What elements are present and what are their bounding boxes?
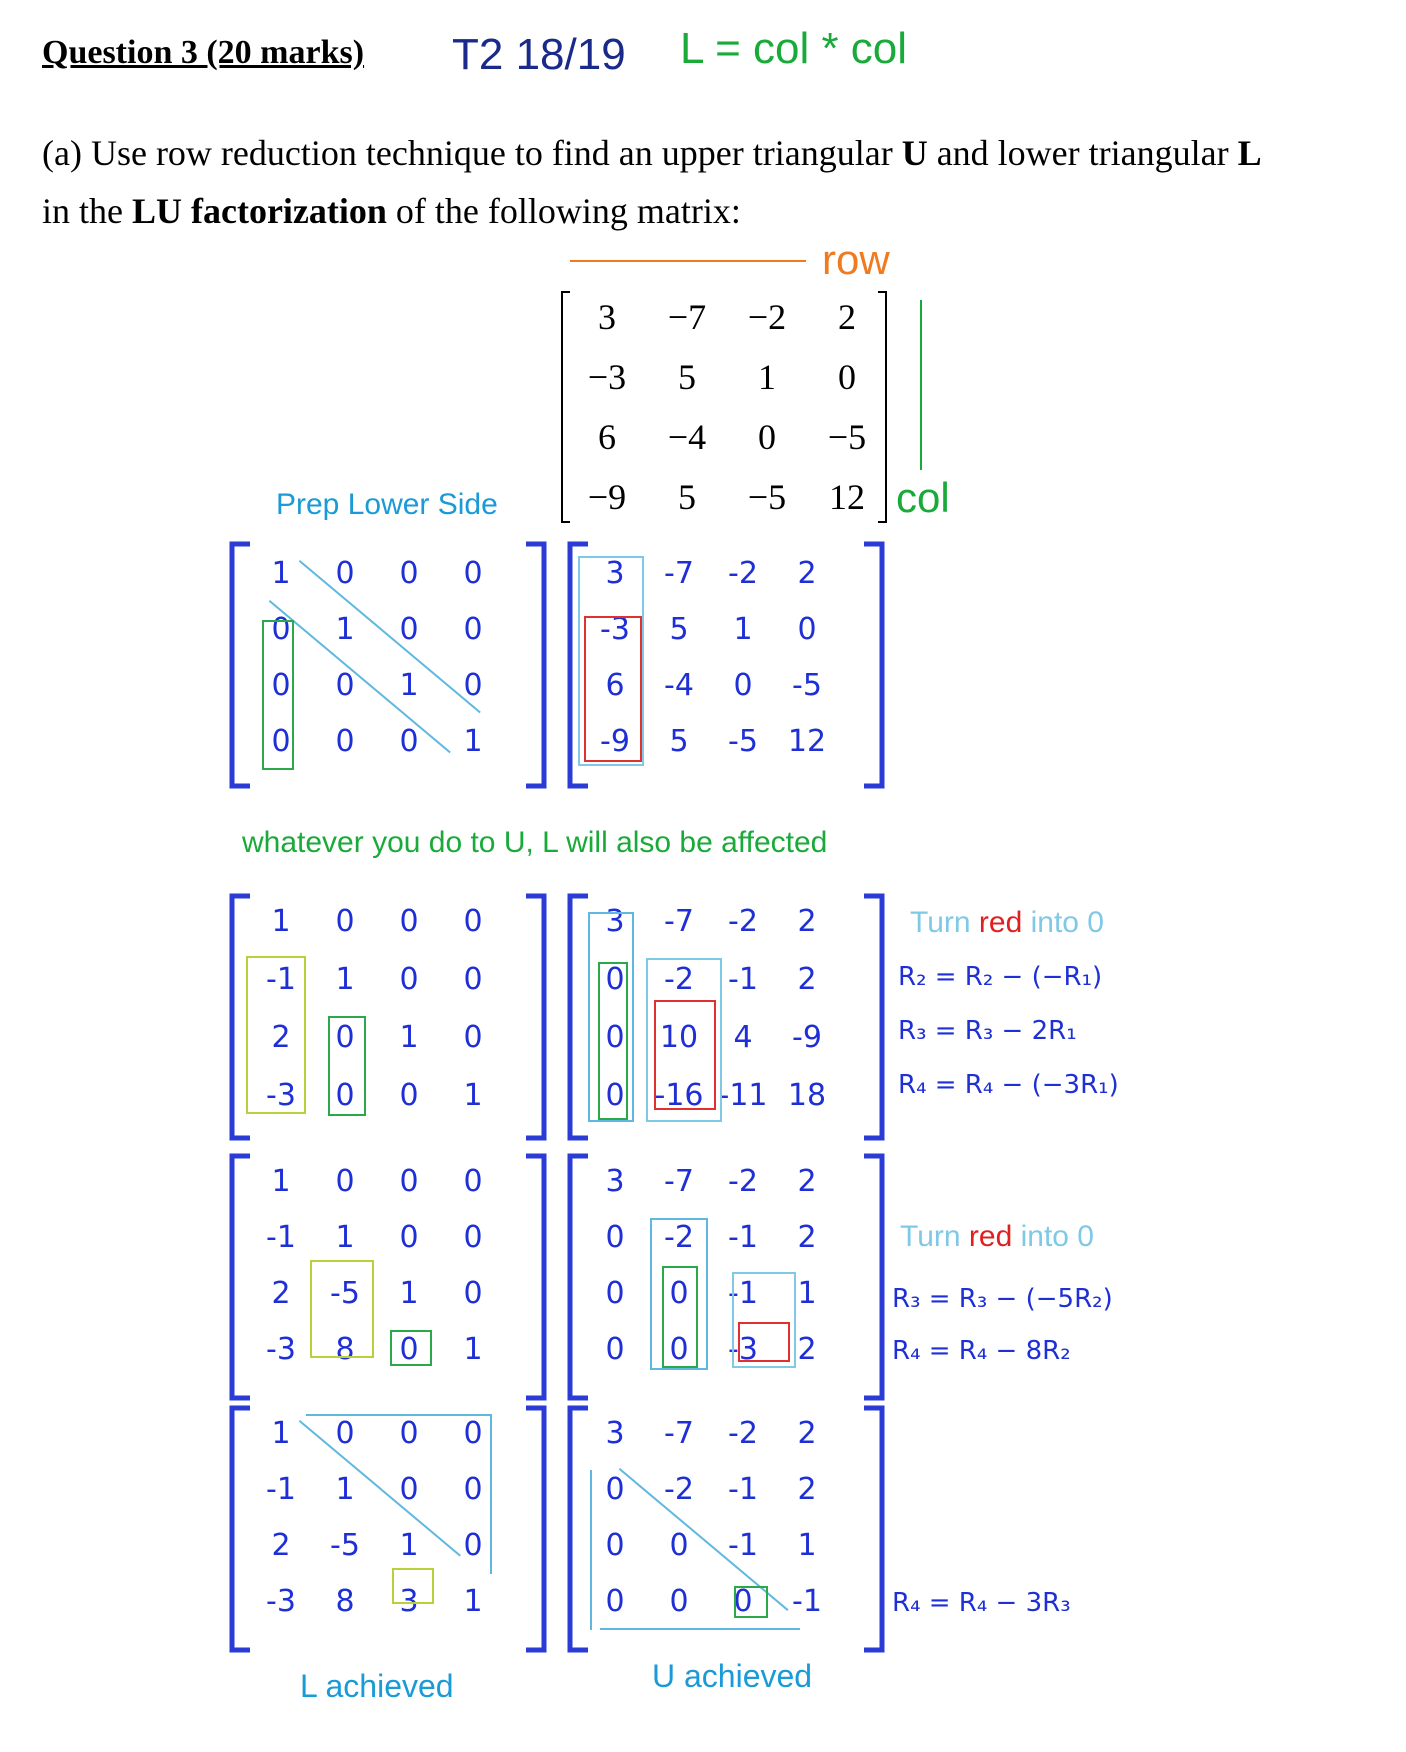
matrix-cell: 5 bbox=[669, 724, 689, 759]
step3-op-1: R₄ = R₄ − 3R₃ bbox=[892, 1588, 1071, 1618]
prompt-text: (a) Use row reduction technique to find an upper triangular bbox=[42, 133, 902, 173]
matrix-cell: 18 bbox=[787, 1078, 827, 1113]
matrix-cell: 12 bbox=[787, 724, 827, 759]
matrix-cell: 0 bbox=[797, 612, 817, 647]
turn-red-note-1 bbox=[910, 906, 1104, 940]
matrix-cell: -3 bbox=[266, 1584, 296, 1619]
matrix-cell: 0 bbox=[669, 1584, 689, 1619]
matrix-cell: 0 bbox=[399, 1164, 419, 1199]
l3-top-line bbox=[306, 1414, 492, 1416]
matrix-cell: 0 bbox=[271, 612, 291, 647]
u3-left-line bbox=[590, 1470, 592, 1630]
matrix-cell: -11 bbox=[718, 1078, 768, 1113]
matrix-cell: -2 bbox=[664, 1472, 694, 1507]
matrix-cell: 0 bbox=[463, 668, 483, 703]
matrix-cell: -7 bbox=[664, 904, 694, 939]
matrix-cell: -3 bbox=[600, 612, 630, 647]
matrix-cell: -3 bbox=[728, 1332, 758, 1367]
matrix-cell: 0 bbox=[271, 724, 291, 759]
matrix-cell: 1 bbox=[463, 1078, 483, 1113]
prompt-text: and lower triangular bbox=[927, 133, 1238, 173]
matrix-cell: −3 bbox=[587, 357, 627, 397]
term-label: T2 18/19 bbox=[452, 30, 626, 79]
matrix-cell: 1 bbox=[399, 668, 419, 703]
matrix-cell: -5 bbox=[330, 1528, 360, 1563]
matrix-cell: 1 bbox=[335, 1472, 355, 1507]
matrix-cell: 1 bbox=[271, 1164, 291, 1199]
matrix-cell: 0 bbox=[463, 1472, 483, 1507]
prompt-l: L bbox=[1237, 133, 1262, 173]
matrix-cell: 0 bbox=[399, 1220, 419, 1255]
matrix-cell: 0 bbox=[399, 1332, 419, 1367]
matrix-cell: 0 bbox=[463, 1416, 483, 1451]
matrix-cell: 0 bbox=[335, 1020, 355, 1055]
matrix-cell: 1 bbox=[797, 1276, 817, 1311]
u2-zero-box bbox=[662, 1266, 698, 1368]
matrix-cell: -1 bbox=[728, 1528, 758, 1563]
row-label: row bbox=[822, 236, 890, 283]
matrix-cell: 5 bbox=[678, 357, 696, 397]
prompt-text: of the following matrix: bbox=[386, 191, 741, 231]
matrix-cell: −5 bbox=[827, 417, 867, 457]
matrix-cell: 2 bbox=[271, 1528, 291, 1563]
matrix-cell: 1 bbox=[399, 1528, 419, 1563]
step1-op-2: R₃ = R₃ − 2R₁ bbox=[898, 1016, 1077, 1046]
matrix-cell: -2 bbox=[728, 556, 758, 591]
matrix-cell: -1 bbox=[728, 962, 758, 997]
matrix-cell: -3 bbox=[266, 1078, 296, 1113]
matrix-cell: 8 bbox=[335, 1332, 355, 1367]
matrix-cell: 0 bbox=[335, 1416, 355, 1451]
matrix-cell: 3 bbox=[605, 1164, 625, 1199]
whatever-note: whatever you do to U, L will also be affected bbox=[242, 826, 828, 859]
matrix-cell: -2 bbox=[664, 1220, 694, 1255]
matrix-cell: 0 bbox=[669, 1528, 689, 1563]
matrix-cell: −7 bbox=[667, 297, 707, 337]
matrix-cell: 0 bbox=[463, 556, 483, 591]
matrix-cell: 3 bbox=[598, 297, 616, 337]
matrix-cell: 0 bbox=[605, 1528, 625, 1563]
step2-op-1: R₃ = R₃ − (−5R₂) bbox=[892, 1284, 1113, 1314]
matrix-cell: 12 bbox=[829, 477, 865, 517]
matrix-cell: -1 bbox=[792, 1584, 822, 1619]
matrix-cell: -1 bbox=[266, 962, 296, 997]
matrix-cell: 0 bbox=[399, 612, 419, 647]
matrix-cell: -7 bbox=[664, 1164, 694, 1199]
matrix-cell: 3 bbox=[605, 904, 625, 939]
matrix-cell: 10 bbox=[659, 1020, 699, 1055]
l1-zero-box bbox=[328, 1016, 366, 1116]
matrix-cell: -5 bbox=[792, 668, 822, 703]
u2-red-box bbox=[738, 1322, 790, 1362]
matrix-cell: 0 bbox=[733, 1584, 753, 1619]
prompt-text: in the bbox=[42, 191, 132, 231]
matrix-cell: 8 bbox=[335, 1584, 355, 1619]
matrix-cell: 1 bbox=[797, 1528, 817, 1563]
matrix-cell: 0 bbox=[335, 724, 355, 759]
l3-right-line bbox=[490, 1414, 492, 1574]
matrix-cell: 3 bbox=[605, 556, 625, 591]
question-title: Question 3 (20 marks) bbox=[42, 34, 365, 71]
matrix-cell: 0 bbox=[335, 668, 355, 703]
matrix-cell: 0 bbox=[605, 1276, 625, 1311]
matrix-cell: -5 bbox=[330, 1276, 360, 1311]
prompt-lu-factorization: LU factorization bbox=[131, 191, 387, 231]
matrix-cell: 0 bbox=[335, 1078, 355, 1113]
turn-red-note-2 bbox=[900, 1220, 1094, 1254]
matrix-cell: -16 bbox=[654, 1078, 704, 1113]
matrix-cell: 1 bbox=[335, 612, 355, 647]
turn-red-word: red bbox=[978, 906, 1023, 939]
matrix-cell: 2 bbox=[797, 1332, 817, 1367]
matrix-cell: 0 bbox=[399, 1416, 419, 1451]
matrix-cell: -1 bbox=[266, 1220, 296, 1255]
matrix-cell: -2 bbox=[728, 1416, 758, 1451]
matrix-cell: −5 bbox=[747, 477, 787, 517]
matrix-cell: 3 bbox=[605, 1416, 625, 1451]
matrix-cell: 0 bbox=[733, 668, 753, 703]
matrix-cell: 1 bbox=[463, 1332, 483, 1367]
matrix-cell: -7 bbox=[664, 556, 694, 591]
matrix-cell: 0 bbox=[399, 724, 419, 759]
matrix-cell: -2 bbox=[728, 1164, 758, 1199]
matrix-cell: 1 bbox=[463, 1584, 483, 1619]
matrix-cell: 5 bbox=[669, 612, 689, 647]
turn-text: into 0 bbox=[1012, 1220, 1094, 1253]
matrix-cell: 0 bbox=[605, 962, 625, 997]
l0-col-box bbox=[262, 620, 294, 770]
step1-op-3: R₄ = R₄ − (−3R₁) bbox=[898, 1070, 1119, 1100]
matrix-cell: 0 bbox=[335, 1164, 355, 1199]
prompt-line-2 bbox=[42, 190, 741, 232]
matrix-cell: 5 bbox=[678, 477, 696, 517]
matrix-cell: −9 bbox=[587, 477, 627, 517]
matrix-cell: 0 bbox=[335, 556, 355, 591]
matrix-cell: 2 bbox=[797, 1220, 817, 1255]
matrix-cell: 0 bbox=[669, 1332, 689, 1367]
matrix-cell: -1 bbox=[728, 1276, 758, 1311]
matrix-cell: 0 bbox=[463, 1220, 483, 1255]
matrix-cell: 2 bbox=[797, 904, 817, 939]
matrix-cell: 1 bbox=[463, 724, 483, 759]
matrix-cell: -1 bbox=[728, 1472, 758, 1507]
l-equals-col-note: L = col * col bbox=[680, 24, 908, 73]
step2-op-2: R₄ = R₄ − 8R₂ bbox=[892, 1336, 1071, 1366]
matrix-cell: 0 bbox=[463, 904, 483, 939]
l1-col-box bbox=[246, 956, 306, 1114]
matrix-cell: 0 bbox=[271, 668, 291, 703]
matrix-cell: 0 bbox=[399, 1472, 419, 1507]
matrix-cell: -4 bbox=[664, 668, 694, 703]
matrix-cell: 0 bbox=[463, 1528, 483, 1563]
u0-red-box bbox=[584, 616, 642, 762]
matrix-cell: 0 bbox=[605, 1078, 625, 1113]
matrix-cell: 0 bbox=[605, 1584, 625, 1619]
matrix-cell: 0 bbox=[669, 1276, 689, 1311]
matrix-cell: 1 bbox=[271, 904, 291, 939]
matrix-cell: −2 bbox=[747, 297, 787, 337]
matrix-cell: 1 bbox=[271, 556, 291, 591]
matrix-cell: 0 bbox=[463, 612, 483, 647]
matrix-cell: -3 bbox=[266, 1332, 296, 1367]
matrix-cell: 0 bbox=[399, 962, 419, 997]
matrix-cell: 4 bbox=[733, 1020, 753, 1055]
turn-text: Turn bbox=[900, 1220, 969, 1253]
matrix-cell: −4 bbox=[667, 417, 707, 457]
matrix-cell: 1 bbox=[335, 1220, 355, 1255]
matrix-cell: 2 bbox=[797, 556, 817, 591]
matrix-cell: -5 bbox=[728, 724, 758, 759]
matrix-cell: -7 bbox=[664, 1416, 694, 1451]
matrix-cell: 0 bbox=[463, 1164, 483, 1199]
col-label: col bbox=[896, 474, 950, 521]
matrix-cell: 0 bbox=[838, 357, 856, 397]
u1-red-box bbox=[654, 1000, 716, 1110]
l3-new-entry-box bbox=[392, 1568, 434, 1604]
matrix-cell: 6 bbox=[598, 417, 616, 457]
matrix-cell: 0 bbox=[605, 1472, 625, 1507]
matrix-cell: 0 bbox=[605, 1332, 625, 1367]
turn-text: into 0 bbox=[1022, 906, 1104, 939]
turn-text: Turn bbox=[910, 906, 979, 939]
u1-zero-box bbox=[598, 962, 628, 1120]
matrix-cell: 1 bbox=[335, 962, 355, 997]
matrix-cell: 0 bbox=[399, 556, 419, 591]
matrix-cell: 0 bbox=[399, 904, 419, 939]
matrix-cell: 0 bbox=[463, 1276, 483, 1311]
matrix-cell: 2 bbox=[271, 1020, 291, 1055]
matrix-cell: -1 bbox=[266, 1472, 296, 1507]
step1-op-1: R₂ = R₂ − (−R₁) bbox=[898, 962, 1103, 992]
prompt-u: U bbox=[901, 133, 928, 173]
prompt-line-1 bbox=[42, 132, 1262, 174]
matrix-cell: 2 bbox=[797, 1416, 817, 1451]
matrix-cell: 0 bbox=[463, 1020, 483, 1055]
matrix-cell: 0 bbox=[605, 1220, 625, 1255]
l2-col-box bbox=[310, 1260, 374, 1358]
matrix-cell: 3 bbox=[399, 1584, 419, 1619]
matrix-cell: 1 bbox=[399, 1020, 419, 1055]
row-line bbox=[570, 260, 806, 262]
matrix-cell: -9 bbox=[600, 724, 630, 759]
matrix-cell: 1 bbox=[733, 612, 753, 647]
matrix-cell: 1 bbox=[758, 357, 776, 397]
matrix-cell: 2 bbox=[797, 1472, 817, 1507]
matrix-cell: 1 bbox=[399, 1276, 419, 1311]
l2-zero-box bbox=[390, 1330, 432, 1366]
matrix-cell: 1 bbox=[271, 1416, 291, 1451]
matrix-cell: 2 bbox=[797, 962, 817, 997]
matrix-cell: -9 bbox=[792, 1020, 822, 1055]
matrix-cell: -1 bbox=[728, 1220, 758, 1255]
matrix-cell: 0 bbox=[399, 1078, 419, 1113]
matrix-cell: 0 bbox=[758, 417, 776, 457]
matrix-cell: 0 bbox=[335, 904, 355, 939]
matrix-cell: -2 bbox=[664, 962, 694, 997]
u3-zero-box bbox=[734, 1586, 768, 1618]
matrix-cell: 2 bbox=[797, 1164, 817, 1199]
prep-lower-side-label: Prep Lower Side bbox=[276, 488, 498, 521]
matrix-cell: 0 bbox=[605, 1020, 625, 1055]
u3-bottom-line bbox=[600, 1628, 800, 1630]
matrix-cell: -2 bbox=[728, 904, 758, 939]
turn-red-word: red bbox=[968, 1220, 1013, 1253]
u-achieved-label: U achieved bbox=[652, 1658, 813, 1694]
matrix-cell: 2 bbox=[838, 297, 856, 337]
matrix-cell: 0 bbox=[463, 962, 483, 997]
matrix-cell: 6 bbox=[605, 668, 625, 703]
matrix-cell: 2 bbox=[271, 1276, 291, 1311]
l-achieved-label: L achieved bbox=[300, 1668, 454, 1704]
col-line bbox=[920, 300, 922, 470]
